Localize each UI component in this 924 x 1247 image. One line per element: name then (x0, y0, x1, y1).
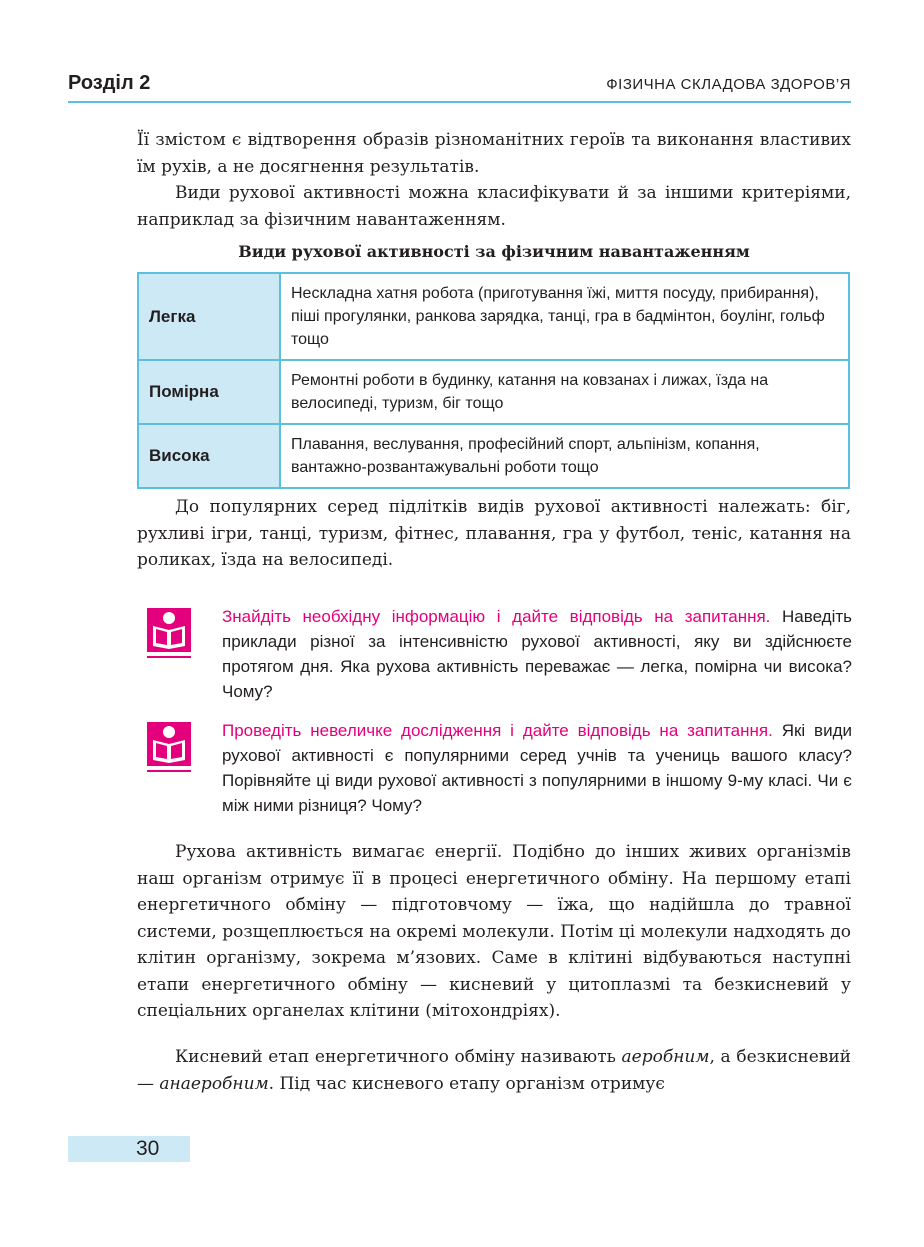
paragraph-intro: Її змістом є відтворення образів різноманітних героїв та виконання властивих їм рухів, а не досягнення результатів. (137, 130, 851, 177)
reading-person-icon (147, 608, 191, 662)
term-aerobic: аеробним (621, 1047, 710, 1067)
description-cell: Нескладна хатня робота (приготування їжі, миття посуду, прибирання), піші прогулянки, ранкова зарядка, танці, гра в бадмінтон, боулінг, гольф тощо (280, 273, 849, 360)
paragraph-energy: Рухова активність вимагає енергії. Подібно до інших живих організмів наш організм отримує її в процесі енергетичного обміну. На першому етапі енергетичного обміну — підготовчому — їжа, що надійшла до травної системи, розщеплюється на окремі молекули. Потім ці молекули надходять до клітин організму, зокрема м’язових. Саме в клітині відбуваються наступні етапи енергетичного обміну — кисневий у цитоплазмі та безкисневий у спеціальних органелах клітини (мітохондріях). (137, 842, 851, 1021)
table-row (138, 273, 849, 360)
table-row (138, 424, 849, 488)
task-text (222, 718, 852, 818)
paragraph-classification: Види рухової активності можна класифікувати й за іншими критеріями, наприклад за фізичним навантаженням. (137, 183, 851, 230)
task-lead: Проведіть невеличке дослідження і дайте відповідь на запитання. (222, 721, 773, 740)
text-run: , а безкисневий — (137, 1047, 852, 1094)
task-lead: Знайдіть необхідну інформацію і дайте відповідь на запитання. (222, 607, 771, 626)
term-anaerobic: анаеробним (159, 1073, 269, 1094)
reading-person-icon (147, 722, 191, 776)
header-divider (68, 101, 851, 103)
text-run: Кисневий етап енергетичного обміну називають (175, 1047, 622, 1067)
description-cell: Ремонтні роботи в будинку, катання на ковзанах і лижах, їзда на велосипеді, туризм, біг тощо (280, 360, 849, 424)
task-body: Які види рухової активності є популярними серед учнів та учениць вашого класу? Порівняйте ці види рухової активності з популярними в іншому 9-му класі. Чи є між ними різниця? Чому? (222, 721, 852, 815)
paragraph-popular-activities: До популярних серед підлітків видів рухової активності належать: біг, рухливі ігри, танці, туризм, фітнес, плавання, гра у футбол, теніс, катання на роликах, їзда на велосипеді. (137, 497, 851, 570)
text-run: . Під час кисневого етапу організм отримує (268, 1073, 665, 1094)
level-cell: Помірна (138, 360, 280, 424)
task-text (222, 604, 852, 704)
page-number-band (68, 1136, 190, 1162)
activity-table (137, 272, 850, 489)
task-block (147, 604, 852, 704)
task-block (147, 718, 852, 818)
table-row (138, 360, 849, 424)
section-label: Розділ 2 (68, 72, 151, 94)
page-number: 30 (136, 1137, 160, 1160)
level-cell: Висока (138, 424, 280, 488)
table-title: Види рухової активності за фізичним навантаженням (238, 242, 750, 261)
task-body: Наведіть приклади різної за інтенсивністю рухової активності, яку ви здійснюєте протягом дня. Яка рухова активність переважає — легка, помірна чи висока? Чому? (222, 607, 853, 701)
chapter-title: ФІЗИЧНА СКЛАДОВА ЗДОРОВ’Я (606, 76, 851, 93)
level-cell: Легка (138, 273, 280, 360)
description-cell: Плавання, веслування, професійний спорт, альпінізм, копання, вантажно-розвантажувальні роботи тощо (280, 424, 849, 488)
paragraph-aerobic (137, 1044, 851, 1097)
